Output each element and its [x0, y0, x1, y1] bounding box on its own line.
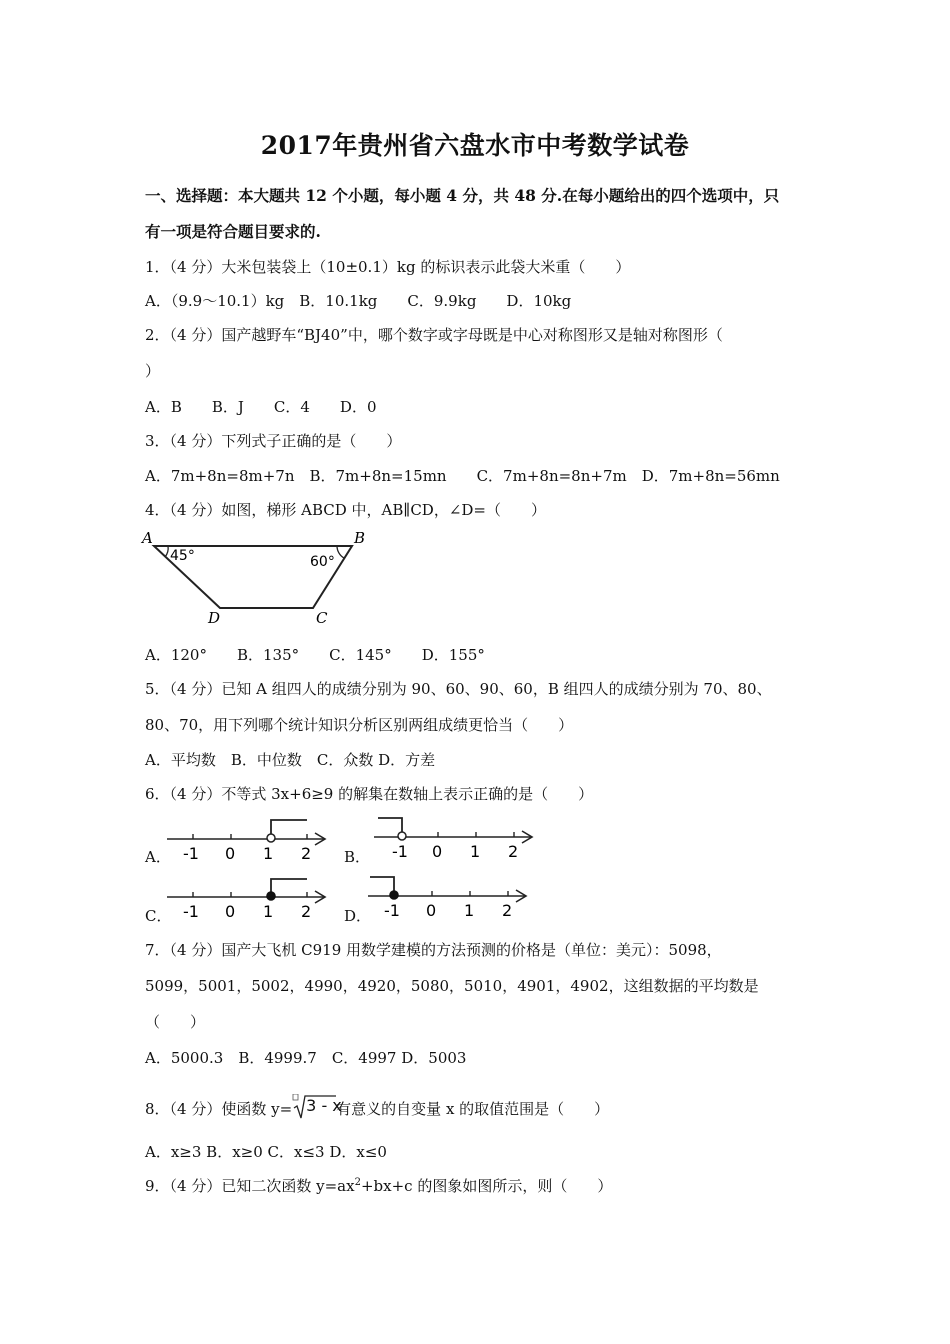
vertex-d-label: D [208, 609, 221, 627]
question-6-stem: 6．（4 分）不等式 3x+6≥9 的解集在数轴上表示正确的是（ ） [145, 785, 594, 803]
radicand: 3 - x [306, 1096, 342, 1115]
vertex-c-label: C [316, 609, 328, 627]
question-7-stem-cont2: （ ） [145, 1013, 206, 1031]
question-9-stem-post: +bx+c 的图象如图所示，则（ ） [360, 1177, 613, 1195]
tick-label: 0 [432, 842, 443, 861]
question-4-stem: 4．（4 分）如图，梯形 ABCD 中，AB∥CD，∠D=（ ） [145, 501, 546, 519]
question-1-stem: 1．（4 分）大米包装袋上（10±0.1）kg 的标识表示此袋大米重（ ） [145, 258, 631, 276]
tick-label: -1 [183, 844, 199, 863]
number-line-c [165, 873, 335, 923]
tick-label: 0 [225, 902, 236, 921]
tick-label: 1 [470, 842, 481, 861]
tick-label: 2 [301, 844, 312, 863]
option-d-label: D． [344, 907, 372, 925]
question-5-options: A．平均数 B．中位数 C．众数 D．方差 [145, 751, 436, 769]
angle-a-label: 45° [170, 548, 195, 564]
question-8-stem-post: 有意义的自变量 x 的取值范围是（ ） [336, 1100, 610, 1118]
option-a-label: A． [145, 848, 171, 866]
tick-label: 2 [508, 842, 519, 861]
vertex-b-label: B [354, 529, 366, 547]
tick-label: 0 [225, 844, 236, 863]
exponent: 2 [354, 1177, 361, 1188]
option-b-label: B． [344, 848, 371, 866]
number-line-d [366, 871, 536, 921]
question-5-stem-cont: 80、70，用下列哪个统计知识分析区别两组成绩更恰当（ ） [145, 716, 574, 734]
question-8-options: A．x≥3 B．x≥0 C．x≤3 D．x≤0 [145, 1143, 387, 1161]
number-line-b [372, 812, 542, 862]
question-7-stem-cont: 5099，5001，5002，4990，4920，5080，5010，4901，4902，这组数据的平均数是 [145, 977, 759, 995]
vertex-a-label: A [142, 529, 153, 547]
tick-label: 1 [464, 901, 475, 920]
question-2-options: A．B B．J C．4 D．0 [145, 398, 377, 416]
cube-root-expression [292, 1094, 342, 1120]
tick-label: -1 [392, 842, 408, 861]
tick-label: 1 [263, 844, 274, 863]
tick-label: 0 [426, 901, 437, 920]
question-7-options: A．5000.3 B．4999.7 C．4997 D．5003 [145, 1049, 467, 1067]
section-heading-line2: 有一项是符合题目要求的. [145, 222, 321, 241]
question-3-stem: 3．（4 分）下列式子正确的是（ ） [145, 432, 402, 450]
question-2-stem: 2．（4 分）国产越野车“BJ40”中，哪个数字或字母既是中心对称图形又是轴对称图形（ [145, 326, 723, 344]
question-3-options: A．7m+8n=8m+7n B．7m+8n=15mn C．7m+8n=8n+7m D．7m+8n=56mn [145, 467, 780, 485]
number-line-a [165, 815, 335, 865]
angle-b-label: 60° [310, 554, 335, 570]
question-5-stem: 5．（4 分）已知 A 组四人的成绩分别为 90、60、90、60，B 组四人的成绩分别为 70、80、 [145, 680, 772, 698]
page-title: 2017年贵州省六盘水市中考数学试卷 [260, 131, 690, 160]
question-7-stem: 7．（4 分）国产大飞机 C919 用数学建模的方法预测的价格是（单位：美元）：5098， [145, 941, 722, 959]
question-8-stem [145, 1094, 609, 1120]
trapezoid-figure [140, 526, 380, 630]
tick-label: -1 [183, 902, 199, 921]
question-1-options: A．（9.9～10.1）kg B．10.1kg C．9.9kg D．10kg [145, 292, 572, 310]
tick-label: 1 [263, 902, 274, 921]
tick-label: -1 [384, 901, 400, 920]
option-c-label: C． [145, 907, 172, 925]
question-9-stem [145, 1176, 612, 1196]
section-heading-line1: 一、选择题：本大题共 12 个小题，每小题 4 分，共 48 分.在每小题给出的四个选项中，只 [145, 186, 780, 205]
question-8-stem-pre: 8．（4 分）使函数 y= [145, 1100, 293, 1118]
tick-label: 2 [502, 901, 513, 920]
question-4-options: A．120° B．135° C．145° D．155° [145, 646, 485, 664]
question-2-stem-cont: ） [145, 362, 161, 380]
question-9-stem-pre: 9．（4 分）已知二次函数 y=ax [145, 1177, 355, 1195]
tick-label: 2 [301, 902, 312, 921]
